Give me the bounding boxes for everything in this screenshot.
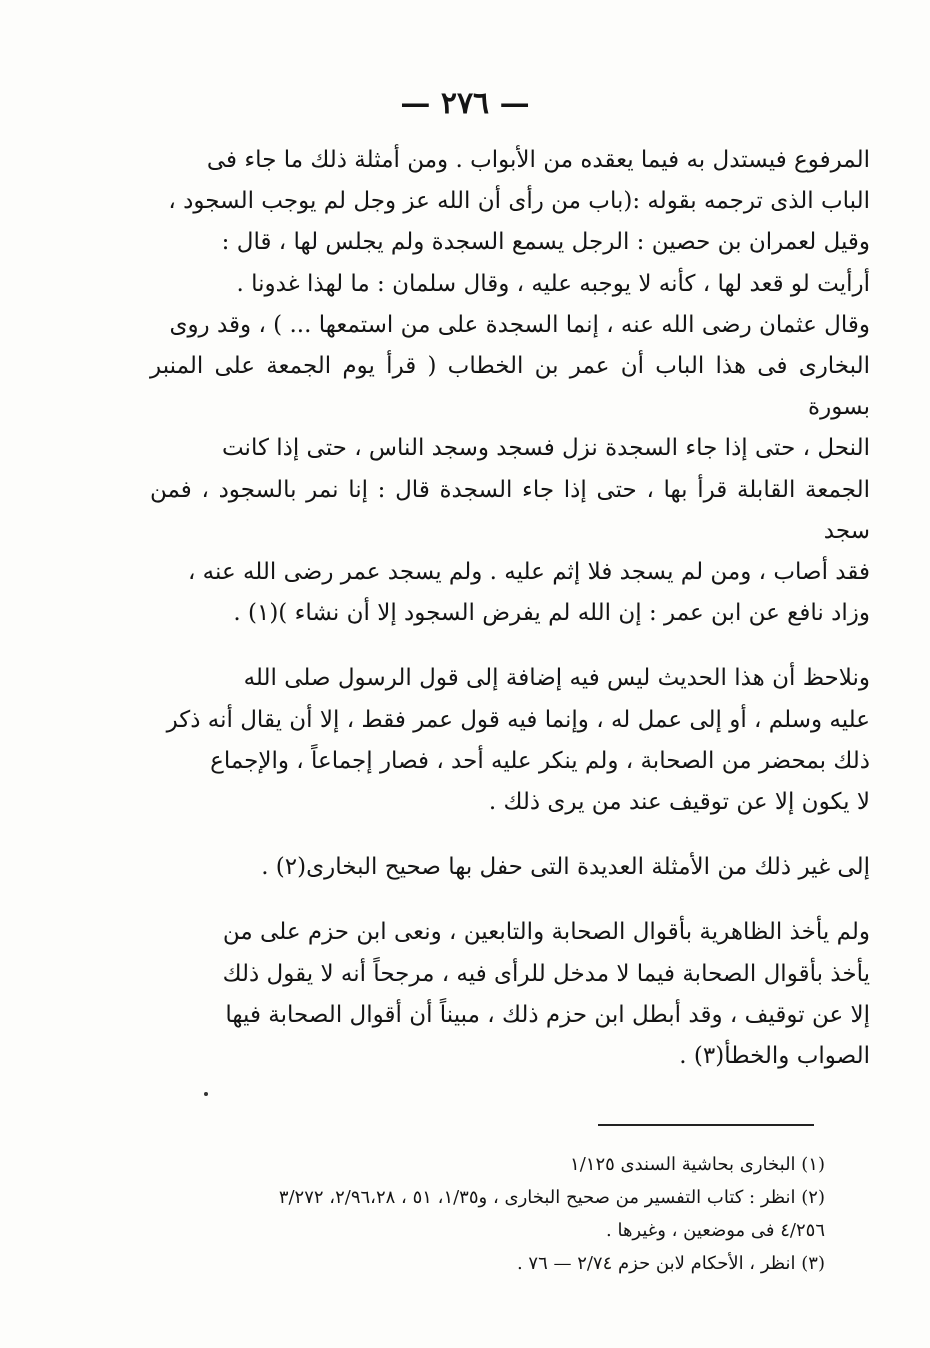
stray-dot [204,1092,208,1096]
paragraph-1-line-5: وقال عثمان رضى الله عنه ، إنما السجدة على من استمعها ... ) ، وقد روى [169,311,870,338]
paragraph-1-line-8: الجمعة القابلة قرأ بها ، حتى إذا جاء السجدة قال : إنا نمر بالسجود ، فمن سجد [150,476,870,544]
footnote-3: (٣) انظر ، الأحكام لابن حزم ٢/٧٤ — ٧٦ . [516,1253,825,1274]
paragraph-4-line-2: يأخذ بأقوال الصحابة فيما لا مدخل للرأى فيه ، مرجحاً أنه لا يقول ذلك [222,960,870,987]
paragraph-4-line-1: ولم يأخذ الظاهرية بأقوال الصحابة والتابعين ، ونعى ابن حزم على من [222,919,870,946]
paragraph-1-line-7: النحل ، حتى إذا جاء السجدة نزل فسجد وسجد الناس ، حتى إذا كانت [221,435,870,462]
paragraph-2-line-1: ونلاحظ أن هذا الحديث ليس فيه إضافة إلى قول الرسول صلى الله [243,665,870,692]
paragraph-2-line-3: ذلك بمحضر من الصحابة ، ولم ينكر عليه أحد ، فصار إجماعاً ، والإجماع [210,747,870,774]
paragraph-4-line-4: الصواب والخطأ(٣) . [679,1043,870,1070]
footnote-2-continued: ٤/٢٥٦ فى موضعين ، وغيرها . [606,1220,825,1241]
page-number: — ٢٧٦ — [400,86,530,121]
paragraph-1-line-2: الباب الذى ترجمه بقوله :(باب من رأى أن الله عز وجل لم يوجب السجود ، [168,188,870,215]
paragraph-1-line-10: وزاد نافع عن ابن عمر : إن الله لم يفرض السجود إلا أن نشاء )(١) . [233,600,870,627]
paragraph-4-line-3: إلا عن توقيف ، وقد أبطل ابن حزم ذلك ، مبيناً أن أقوال الصحابة فيها [225,1001,870,1028]
paragraph-1-line-3: وقيل لعمران بن حصين : الرجل يسمع السجدة ولم يجلس لها ، قال : [221,229,870,256]
footnote-1: (١) البخارى بحاشية السندى ١/١٢٥ [570,1154,825,1175]
main-text [150,140,870,1077]
footnotes [160,1148,825,1280]
footnote-divider [598,1124,814,1126]
paragraph-2-line-4: لا يكون إلا عن توقيف عند من يرى ذلك . [488,789,870,816]
paragraph-1-line-1: المرفوع فيستدل به فيما يعقده من الأبواب . ومن أمثلة ذلك ما جاء فى [206,147,870,173]
paragraph-1-line-6: البخارى فى هذا الباب أن عمر بن الخطاب ( قرأ يوم الجمعة على المنبر بسورة [150,353,870,421]
paragraph-1-line-9: فقد أصاب ، ومن لم يسجد فلا إثم عليه . ولم يسجد عمر رضى الله عنه ، [187,559,870,586]
paragraph-3-line-1: إلى غير ذلك من الأمثلة العديدة التى حفل بها صحيح البخارى(٢) . [261,854,870,881]
paragraph-2-line-2: عليه وسلم ، أو إلى عمل له ، وإنما فيه قول عمر فقط ، إلا أن يقال أنه ذكر [166,706,870,733]
footnote-2: (٢) انظر : كتاب التفسير من صحيح البخارى ، و١/٣٥، ٥١ ، ٢/٩٦،٢٨، ٣/٢٧٢ [278,1187,825,1208]
paragraph-1-line-4: أرأيت لو قعد لها ، كأنه لا يوجبه عليه ، وقال سلمان : ما لهذا غدونا . [236,270,870,297]
